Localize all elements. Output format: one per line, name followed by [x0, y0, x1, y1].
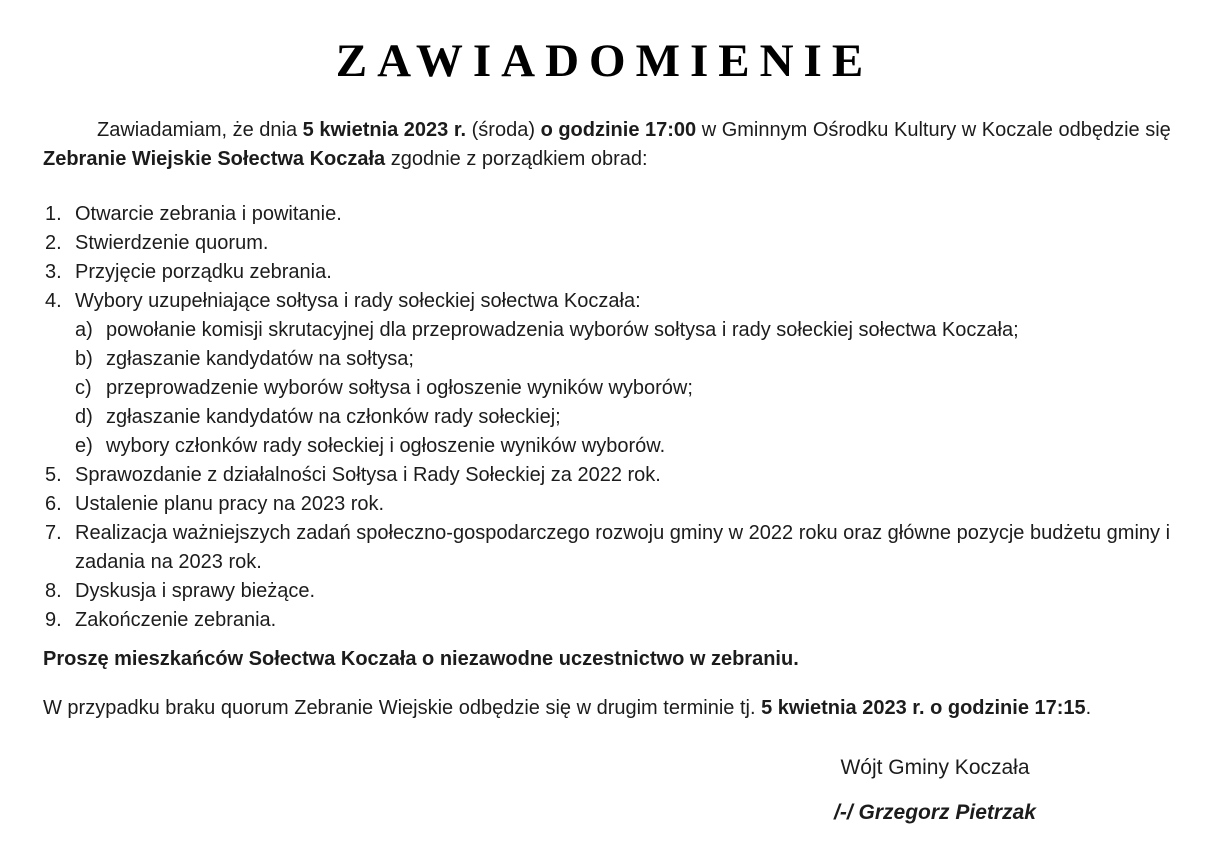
agenda-subitem-letter: e) — [75, 435, 93, 457]
intro-paragraph — [43, 116, 1185, 174]
agenda-subitem-b — [43, 345, 1185, 374]
agenda-subitem-letter: c) — [75, 377, 92, 399]
agenda-item-number: 5. — [45, 464, 62, 486]
agenda-subitem-text: przeprowadzenie wyborów sołtysa i ogłoszenie wyników wyborów; — [106, 377, 693, 399]
second-term-run: W przypadku braku quorum Zebranie Wiejskie odbędzie się w drugim terminie tj. — [43, 697, 762, 719]
agenda-item-text: Realizacja ważniejszych zadań społeczno-gospodarczego rozwoju gminy w 2022 roku oraz główne pozycje budżetu gminy i zadania na 2023 rok. — [75, 522, 1171, 573]
signature-block — [785, 753, 1085, 827]
intro-run: w Gminnym Ośrodku Kultury w Koczale odbędzie się — [696, 119, 1171, 141]
agenda-item-text: Przyjęcie porządku zebrania. — [75, 261, 332, 283]
agenda-item-text: Ustalenie planu pracy na 2023 rok. — [75, 493, 385, 515]
intro-run-date-bold: 5 kwietnia 2023 r. — [302, 119, 467, 141]
agenda-item-number: 3. — [45, 261, 62, 283]
agenda-item-3 — [43, 258, 1185, 287]
agenda-item-9 — [43, 606, 1185, 635]
agenda-subitem-text: zgłaszanie kandydatów na sołtysa; — [106, 348, 414, 370]
intro-run: zgodnie z porządkiem obrad: — [385, 148, 648, 170]
signature-name: /-/ Grzegorz Pietrzak — [834, 801, 1036, 824]
attendance-notice: Proszę mieszkańców Sołectwa Koczała o niezawodne uczestnictwo w zebraniu. — [43, 648, 799, 670]
agenda-subitem-letter: a) — [75, 319, 93, 341]
intro-run-meeting-bold: Zebranie Wiejskie Sołectwa Koczała — [43, 148, 386, 170]
document-body — [0, 116, 1209, 827]
agenda-item-number: 6. — [45, 493, 62, 515]
agenda-item-number: 8. — [45, 580, 62, 602]
agenda-item-8 — [43, 577, 1185, 606]
agenda-item-text: Otwarcie zebrania i powitanie. — [75, 203, 342, 225]
agenda-item-2 — [43, 229, 1185, 258]
second-term-datetime-bold: 5 kwietnia 2023 r. o godzinie 17:15 — [761, 697, 1086, 719]
agenda-subitem-c — [43, 374, 1185, 403]
agenda-item-1 — [43, 200, 1185, 229]
agenda-item-number: 7. — [45, 522, 62, 544]
intro-run-time-bold: o godzinie 17:00 — [540, 119, 697, 141]
agenda-item-6 — [43, 490, 1185, 519]
agenda-item-number: 4. — [45, 290, 62, 312]
agenda-item-7 — [43, 519, 1185, 577]
signature-role: Wójt Gminy Koczała — [840, 756, 1030, 779]
second-term-run: . — [1085, 697, 1092, 719]
agenda-subitem-text: wybory członków rady sołeckiej i ogłoszenie wyników wyborów. — [106, 435, 666, 457]
agenda-item-text: Dyskusja i sprawy bieżące. — [75, 580, 316, 602]
agenda-item-4 — [43, 287, 1185, 316]
intro-run: (środa) — [466, 119, 541, 141]
agenda-subitem-e — [43, 432, 1185, 461]
document-title: ZAWIADOMIENIE — [335, 35, 874, 87]
agenda-item-number: 1. — [45, 203, 62, 225]
agenda-subitem-text: powołanie komisji skrutacyjnej dla przeprowadzenia wyborów sołtysa i rady sołeckiej sołectwa Koczała; — [106, 319, 1019, 341]
agenda-item-number: 2. — [45, 232, 62, 254]
agenda-item-text: Zakończenie zebrania. — [75, 609, 277, 631]
agenda-subitem-a — [43, 316, 1185, 345]
agenda-subitem-d — [43, 403, 1185, 432]
agenda-item-text: Wybory uzupełniające sołtysa i rady sołeckiej sołectwa Koczała: — [75, 290, 641, 312]
agenda-subitem-letter: d) — [75, 406, 93, 428]
agenda-list — [43, 200, 1185, 635]
agenda-item-text: Sprawozdanie z działalności Sołtysa i Rady Sołeckiej za 2022 rok. — [75, 464, 661, 486]
second-term-paragraph — [43, 694, 1185, 723]
agenda-item-text: Stwierdzenie quorum. — [75, 232, 269, 254]
agenda-subitem-text: zgłaszanie kandydatów na członków rady sołeckiej; — [106, 406, 561, 428]
agenda-subitem-letter: b) — [75, 348, 93, 370]
agenda-item-5 — [43, 461, 1185, 490]
intro-run: Zawiadamiam, że dnia — [97, 119, 303, 141]
agenda-item-number: 9. — [45, 609, 62, 631]
